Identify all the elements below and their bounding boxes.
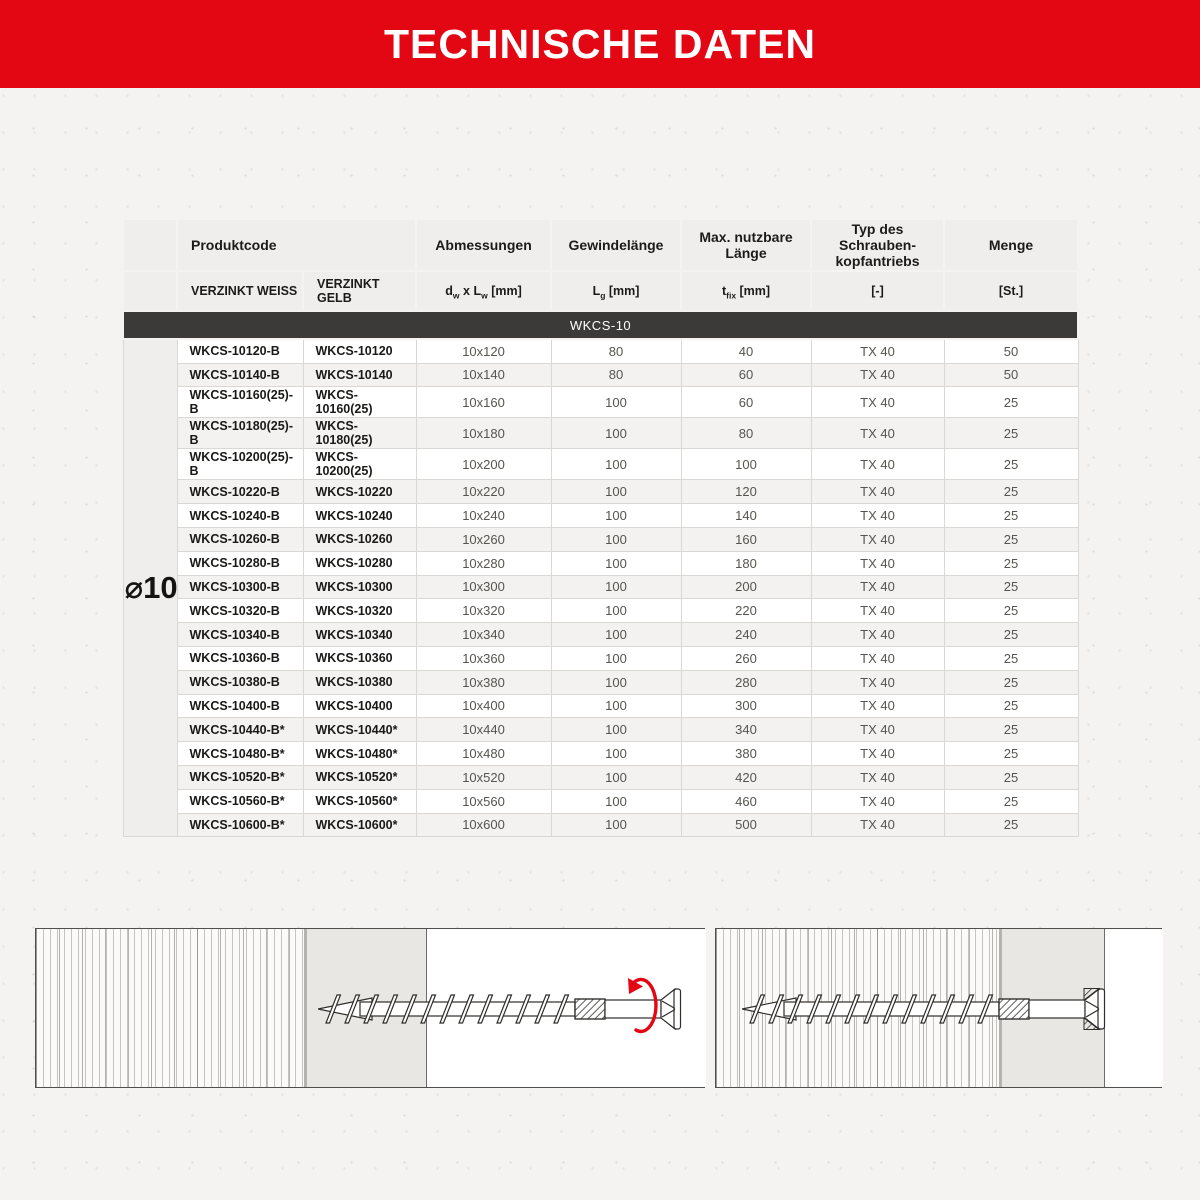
illustration-screw-driven [715,928,1162,1088]
subcol-qty-unit: [St.] [944,271,1078,311]
table-row [123,480,1078,504]
thread-length: 100 [551,599,681,623]
table-row [123,575,1078,599]
code-white: WKCS-10560-B* [177,789,303,813]
title-banner [0,0,1200,88]
quantity: 25 [944,718,1078,742]
drive-type: TX 40 [811,718,944,742]
code-white: WKCS-10440-B* [177,718,303,742]
table-row [123,765,1078,789]
thread-length: 100 [551,575,681,599]
dimensions: 10x220 [416,480,551,504]
dimensions: 10x480 [416,742,551,766]
quantity: 25 [944,449,1078,480]
code-yellow: WKCS-10240 [303,504,416,528]
quantity: 25 [944,551,1078,575]
quantity: 25 [944,480,1078,504]
code-white: WKCS-10340-B [177,623,303,647]
code-yellow: WKCS-10200(25) [303,449,416,480]
col-produktcode: Produktcode [177,219,416,271]
thread-length: 100 [551,504,681,528]
quantity: 25 [944,387,1078,418]
thread-length: 100 [551,789,681,813]
code-yellow: WKCS-10360 [303,646,416,670]
drive-type: TX 40 [811,599,944,623]
dimensions: 10x600 [416,813,551,837]
table-body [123,339,1078,837]
quantity: 25 [944,789,1078,813]
code-yellow: WKCS-10160(25) [303,387,416,418]
usable-length: 80 [681,418,811,449]
thread-length: 100 [551,418,681,449]
drive-type: TX 40 [811,646,944,670]
code-yellow: WKCS-10400 [303,694,416,718]
code-white: WKCS-10140-B [177,363,303,387]
table-row [123,449,1078,480]
drive-type: TX 40 [811,387,944,418]
quantity: 25 [944,527,1078,551]
corner-cell-2 [123,271,177,311]
drive-type: TX 40 [811,670,944,694]
thread-length: 100 [551,449,681,480]
subcol-verzinkt-weiss: VERZINKT WEISS [177,271,303,311]
code-yellow: WKCS-10600* [303,813,416,837]
subcol-dims-unit: $d_w$ x $L_w$ [mm] [416,271,551,311]
drive-type: TX 40 [811,789,944,813]
subcol-verzinkt-gelb: VERZINKT GELB [303,271,416,311]
page-title: TECHNISCHE DATEN [383,20,817,67]
usable-length: 260 [681,646,811,670]
usable-length: 380 [681,742,811,766]
usable-length: 60 [681,363,811,387]
thread-length: 100 [551,623,681,647]
quantity: 25 [944,646,1078,670]
drive-type: TX 40 [811,527,944,551]
col-abmessungen: Abmessungen [416,219,551,271]
usable-length: 200 [681,575,811,599]
drive-type: TX 40 [811,575,944,599]
group-band: WKCS-10 [123,311,1078,339]
corner-cell [123,219,177,271]
quantity: 50 [944,339,1078,363]
table-row [123,694,1078,718]
thread-length: 100 [551,527,681,551]
thread-length: 100 [551,646,681,670]
usable-length: 40 [681,339,811,363]
technical-data-table [122,218,1077,837]
subcol-tfix-unit: $t_{fix}$ [mm] [681,271,811,311]
drive-type: TX 40 [811,765,944,789]
col-kopfantrieb: Typ des Schrauben-kopfantriebs [811,219,944,271]
thread-length: 100 [551,813,681,837]
dimensions: 10x120 [416,339,551,363]
dimensions: 10x340 [416,623,551,647]
quantity: 25 [944,742,1078,766]
drive-type: TX 40 [811,623,944,647]
code-white: WKCS-10600-B* [177,813,303,837]
code-yellow: WKCS-10320 [303,599,416,623]
table-row [123,742,1078,766]
code-yellow: WKCS-10440* [303,718,416,742]
quantity: 25 [944,418,1078,449]
quantity: 25 [944,694,1078,718]
dimensions: 10x560 [416,789,551,813]
code-white: WKCS-10320-B [177,599,303,623]
code-white: WKCS-10120-B [177,339,303,363]
thread-length: 100 [551,694,681,718]
code-white: WKCS-10380-B [177,670,303,694]
drive-type: TX 40 [811,418,944,449]
table-row [123,623,1078,647]
thread-length: 100 [551,480,681,504]
dimensions: 10x280 [416,551,551,575]
code-white: WKCS-10480-B* [177,742,303,766]
code-yellow: WKCS-10120 [303,339,416,363]
table-row [123,363,1078,387]
code-white: WKCS-10260-B [177,527,303,551]
code-yellow: WKCS-10480* [303,742,416,766]
drive-type: TX 40 [811,813,944,837]
code-white: WKCS-10520-B* [177,765,303,789]
table-row [123,789,1078,813]
table-row [123,599,1078,623]
code-yellow: WKCS-10340 [303,623,416,647]
drive-type: TX 40 [811,742,944,766]
product-table [122,218,1079,837]
table-row [123,418,1078,449]
thread-length: 100 [551,718,681,742]
col-gewindelaenge: Gewindelänge [551,219,681,271]
dimensions: 10x300 [416,575,551,599]
thread-length: 80 [551,363,681,387]
dimensions: 10x360 [416,646,551,670]
screw-drawing-partial [318,977,683,1041]
usable-length: 340 [681,718,811,742]
table-row [123,551,1078,575]
quantity: 50 [944,363,1078,387]
thread-length: 100 [551,765,681,789]
table-row [123,718,1078,742]
thread-length: 100 [551,551,681,575]
code-yellow: WKCS-10280 [303,551,416,575]
thread-length: 100 [551,742,681,766]
thread-length: 100 [551,387,681,418]
usable-length: 420 [681,765,811,789]
air-zone [1104,929,1163,1087]
table-row [123,339,1078,363]
subcol-drive-unit: [-] [811,271,944,311]
drive-type: TX 40 [811,504,944,528]
code-yellow: WKCS-10300 [303,575,416,599]
drive-type: TX 40 [811,480,944,504]
code-yellow: WKCS-10520* [303,765,416,789]
dimensions: 10x520 [416,765,551,789]
code-white: WKCS-10180(25)-B [177,418,303,449]
usable-length: 100 [681,449,811,480]
quantity: 25 [944,504,1078,528]
dimensions: 10x240 [416,504,551,528]
code-white: WKCS-10300-B [177,575,303,599]
table-row [123,646,1078,670]
dimensions: 10x260 [416,527,551,551]
code-white: WKCS-10400-B [177,694,303,718]
dimensions: 10x320 [416,599,551,623]
col-max-nutzbare-laenge: Max. nutzbare Länge [681,219,811,271]
usable-length: 140 [681,504,811,528]
table-row [123,504,1078,528]
quantity: 25 [944,765,1078,789]
dimensions: 10x180 [416,418,551,449]
usable-length: 60 [681,387,811,418]
wood-grain-zone [36,929,304,1087]
dimensions: 10x380 [416,670,551,694]
dimensions: 10x400 [416,694,551,718]
dimensions: 10x440 [416,718,551,742]
code-yellow: WKCS-10220 [303,480,416,504]
usable-length: 300 [681,694,811,718]
code-white: WKCS-10280-B [177,551,303,575]
code-white: WKCS-10160(25)-B [177,387,303,418]
code-white: WKCS-10360-B [177,646,303,670]
drive-type: TX 40 [811,551,944,575]
code-yellow: WKCS-10140 [303,363,416,387]
subcol-lg-unit: $L_g$ [mm] [551,271,681,311]
table-row [123,387,1078,418]
col-menge: Menge [944,219,1078,271]
code-yellow: WKCS-10560* [303,789,416,813]
quantity: 25 [944,599,1078,623]
usable-length: 160 [681,527,811,551]
dimensions: 10x160 [416,387,551,418]
diameter-cell: ⌀10 [123,339,177,837]
drive-type: TX 40 [811,449,944,480]
usable-length: 180 [681,551,811,575]
code-white: WKCS-10200(25)-B [177,449,303,480]
table-row [123,813,1078,837]
code-yellow: WKCS-10260 [303,527,416,551]
quantity: 25 [944,575,1078,599]
code-white: WKCS-10220-B [177,480,303,504]
thread-length: 80 [551,339,681,363]
usable-length: 280 [681,670,811,694]
usable-length: 120 [681,480,811,504]
quantity: 25 [944,623,1078,647]
quantity: 25 [944,670,1078,694]
drive-type: TX 40 [811,339,944,363]
table-row [123,670,1078,694]
code-white: WKCS-10240-B [177,504,303,528]
usable-length: 220 [681,599,811,623]
table-row [123,527,1078,551]
code-yellow: WKCS-10380 [303,670,416,694]
usable-length: 240 [681,623,811,647]
quantity: 25 [944,813,1078,837]
thread-length: 100 [551,670,681,694]
drive-type: TX 40 [811,694,944,718]
drive-type: TX 40 [811,363,944,387]
dimensions: 10x140 [416,363,551,387]
dimensions: 10x200 [416,449,551,480]
screw-drawing-countersunk [742,977,1107,1041]
usable-length: 460 [681,789,811,813]
code-yellow: WKCS-10180(25) [303,418,416,449]
usable-length: 500 [681,813,811,837]
illustration-screw-insertion [35,928,705,1088]
